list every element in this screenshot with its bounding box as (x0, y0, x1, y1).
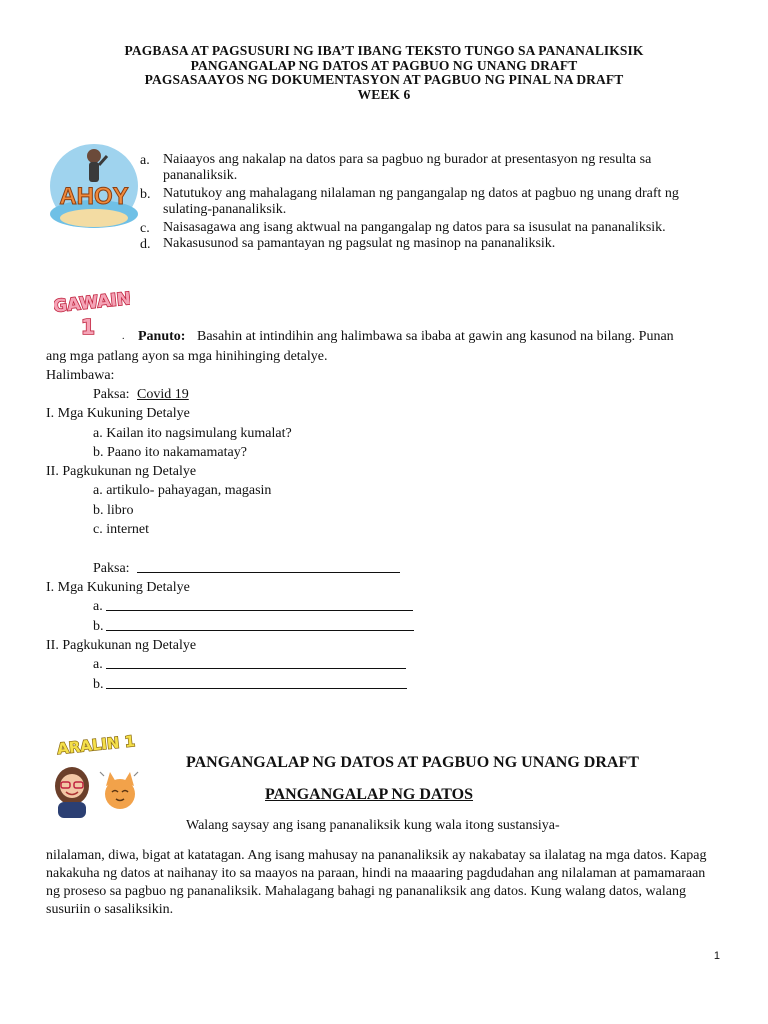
form-section-heading: I. Mga Kukuning Detalye (46, 580, 190, 595)
gawain-sticker-number: 1 (81, 315, 95, 339)
panuto-text: Basahin at intindihin ang halimbawa sa ibaba at gawin ang kasunod na bilang. Punan (197, 329, 674, 344)
example-list-item: b. libro (93, 503, 134, 518)
aralin-sticker-image (46, 728, 150, 820)
example-list-item: b. Paano ito nakamamatay? (93, 445, 247, 460)
document-header (0, 44, 768, 102)
example-section-heading: I. Mga Kukuning Detalye (46, 406, 190, 421)
example-section-heading: II. Pagkukunan ng Detalye (46, 464, 197, 479)
ahoy-sticker-label: AHOY (59, 183, 129, 210)
example-list-item: a. Kailan ito nagsimulang kumalat? (93, 426, 292, 441)
form-item-letter: b. (93, 619, 104, 634)
lesson-intro-line: Walang saysay ang isang pananaliksik kung wala itong sustansiya- (186, 818, 560, 833)
panuto-label: Panuto: (138, 329, 186, 344)
page-number: 1 (713, 950, 720, 962)
objective-letter: a. (140, 153, 150, 168)
ahoy-sticker-image (44, 134, 144, 234)
form-item-letter: a. (93, 599, 103, 614)
answer-blank-line[interactable] (106, 676, 407, 689)
halimbawa-label: Halimbawa: (46, 368, 115, 383)
example-list-item: a. artikulo- pahayagan, magasin (93, 483, 272, 498)
gawain-sticker-label: GAWAIN (54, 288, 130, 318)
aralin-sticker-label: ARALIN 1 (56, 731, 136, 759)
header-week: WEEK 6 (357, 86, 411, 102)
objective-letter: d. (140, 237, 151, 252)
objective-letter: b. (140, 187, 151, 202)
aralin-sticker-graphic (46, 728, 150, 820)
panuto-continuation: ang mga patlang ayon sa mga hinihinging detalye. (46, 349, 328, 364)
gawain-sticker-graphic (54, 286, 130, 342)
form-item-letter: b. (93, 677, 104, 692)
answer-blank-line[interactable] (106, 656, 406, 669)
lesson-title: PANGANGALAP NG DATOS AT PAGBUO NG UNANG DRAFT (186, 754, 639, 771)
example-list-item: c. internet (93, 522, 149, 537)
header-topic-2: PAGSASAAYOS NG DOKUMENTASYON AT PAGBUO NG PINAL NA DRAFT (144, 72, 624, 87)
answer-blank-line[interactable] (106, 618, 414, 631)
lesson-paragraph: nilalaman, diwa, bigat at katatagan. Ang isang mahusay na pananaliksik ay nakabatay sa ilalatag na mga datos. Kapag nakakuha ng datos at naihanay ito sa maayos na paraan, hindi na maaaring pagdudahan ang nilalaman at pamamaraan ng proseso sa pagbuo ng pananaliksik. Mahalagang bahagi ng pananaliksik ang datos. Kung walang datos, walang susuriin o sasaliksikin. (46, 848, 707, 917)
example-paksa-value: Covid 19 (137, 387, 189, 402)
gawain-sticker-image (54, 286, 130, 342)
objective-text: Naiaayos ang nakalap na datos para sa pagbuo ng burador at presentasyon ng resulta sa pananaliksik. (163, 152, 652, 183)
answer-blank-line[interactable] (106, 598, 413, 611)
form-section-heading: II. Pagkukunan ng Detalye (46, 638, 197, 653)
objective-letter: c. (140, 221, 150, 236)
gawain-dot: . (122, 331, 125, 342)
lesson-subtitle: PANGANGALAP NG DATOS (265, 786, 474, 803)
header-topic-1: PANGANGALAP NG DATOS AT PAGBUO NG UNANG DRAFT (190, 57, 578, 73)
ahoy-sticker-graphic (44, 134, 144, 234)
objective-text: Nakasusunod sa pamantayan ng pagsulat ng masinop na pananaliksik. (163, 236, 556, 251)
objective-text: Naisasagawa ang isang aktwual na pangangalap ng datos para sa isusulat na pananaliksik. (163, 220, 666, 235)
example-paksa-label: Paksa: (93, 387, 130, 402)
form-paksa-label: Paksa: (93, 561, 130, 576)
objective-text: Natutukoy ang mahalagang nilalaman ng pangangalap ng datos at pagbuo ng unang draft ng sulating-pananaliksik. (163, 186, 679, 217)
header-subject-title: PAGBASA AT PAGSUSURI NG IBA’T IBANG TEKSTO TUNGO SA PANANALIKSIK (124, 43, 644, 58)
paksa-blank-line[interactable] (137, 560, 400, 573)
form-item-letter: a. (93, 657, 103, 672)
